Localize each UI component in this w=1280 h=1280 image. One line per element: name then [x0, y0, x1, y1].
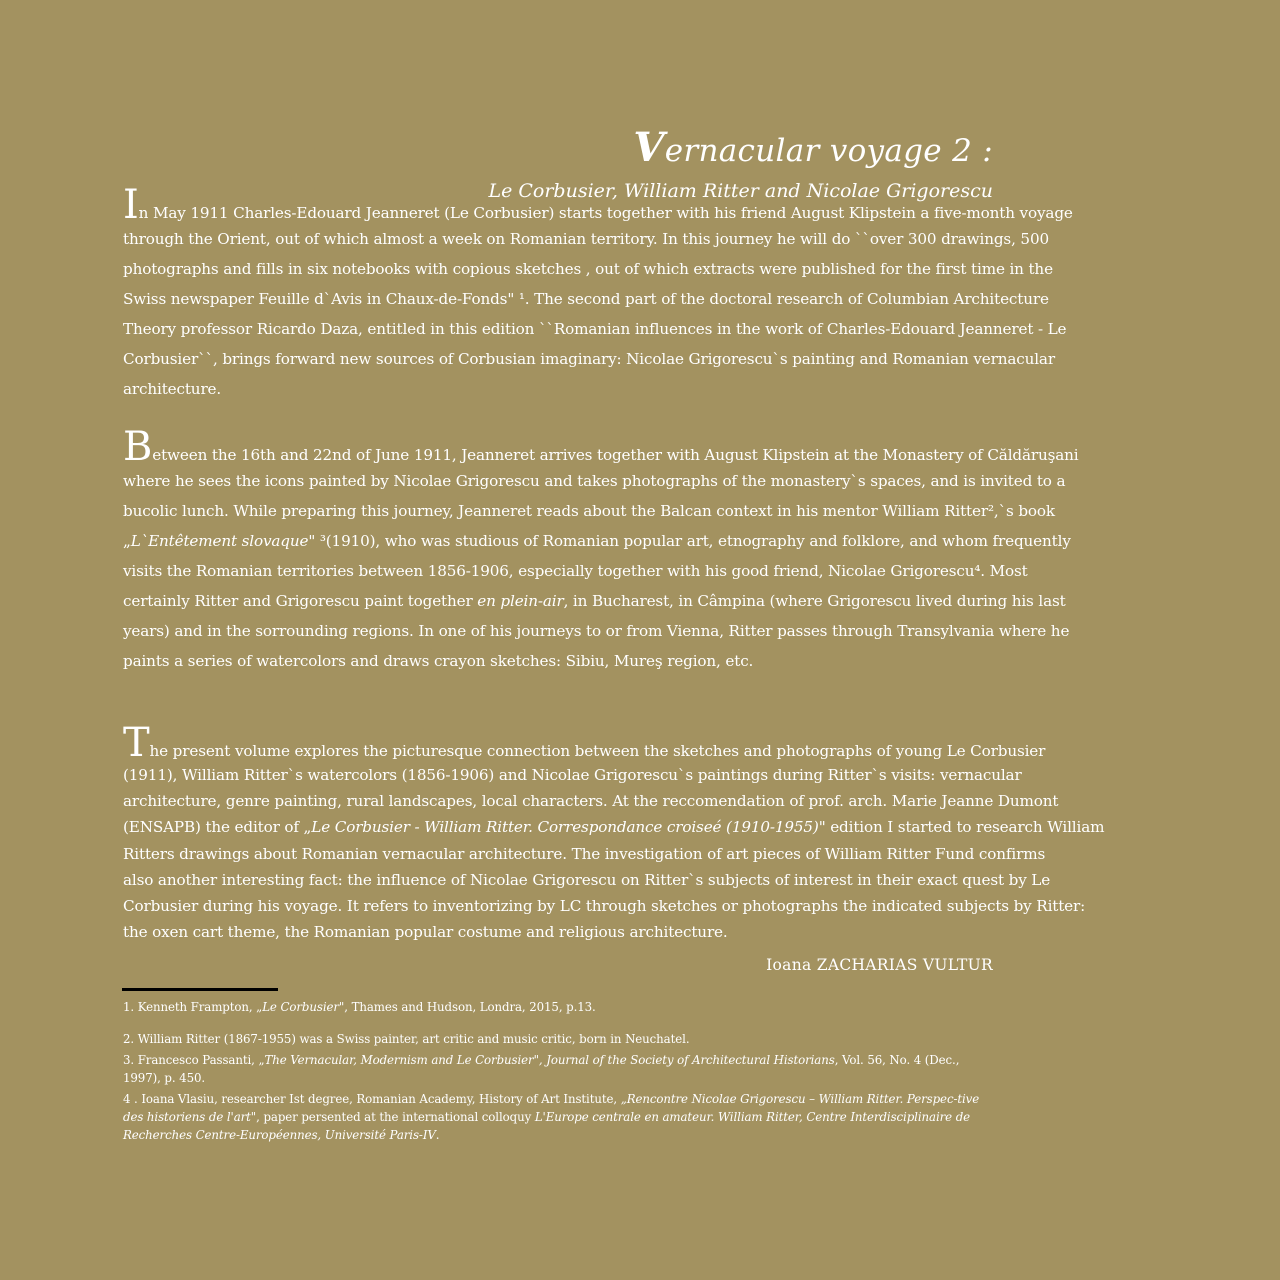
paragraph-line: visits the Romanian territories between 1856-1906, especially together with his good friend, Nicolae Grigorescu⁴. Most	[123, 562, 1028, 580]
paragraph-line: Ritters drawings about Romanian vernacular architecture. The investigation of art pieces of William Ritter Fund confirms	[123, 844, 1046, 863]
paragraph-line: certainly Ritter and Grigorescu paint together en plein-air, in Bucharest, in Câmpina (where Grigorescu lived during his last	[123, 592, 1066, 610]
signature-block	[123, 955, 993, 974]
paragraph-line: architecture, genre painting, rural landscapes, local characters. At the reccomendation of prof. arch. Marie Jeanne Dumont	[123, 792, 1059, 811]
paragraph-line: In May 1911 Charles-Edouard Jeanneret (Le Corbusier) starts together with his friend August Klipstein a five-month voyage	[123, 182, 1073, 228]
italic-phrase: en plein-air	[477, 592, 564, 610]
paragraph-line: where he sees the icons painted by Nicolae Grigorescu and takes photographs of the monastery`s spaces, and is invited to a	[123, 472, 1066, 490]
paragraph-line: Corbusier``, brings forward new sources of Corbusian imaginary: Nicolae Grigorescu`s painting and Romanian vernacular	[123, 350, 1055, 368]
paragraph-line: Corbusier during his voyage. It refers to inventorizing by LC through sketches or photographs the indicated subjects by Ritter:	[123, 896, 1086, 915]
paragraph-line: (ENSAPB) the editor of „Le Corbusier - William Ritter. Correspondance croiseé (1910-1955)" edition I started to research William	[123, 818, 1105, 837]
paragraph-line: Between the 16th and 22nd of June 1911, Jeanneret arrives together with August Klipstein at the Monastery of Căldăruşani	[123, 424, 1079, 470]
paragraph-3	[123, 720, 1105, 945]
footnote-divider	[122, 988, 278, 991]
paragraph-line: The present volume explores the picturesque connection between the sketches and photographs of young Le Corbusier	[123, 720, 1046, 766]
paragraph-line: the oxen cart theme, the Romanian popular costume and religious architecture.	[123, 923, 728, 942]
paragraph-dropcap: B	[123, 424, 153, 470]
page-subtitle: Le Corbusier, William Ritter and Nicolae Grigorescu	[488, 180, 993, 202]
paragraph-line: Theory professor Ricardo Daza, entitled in this edition ``Romanian influences in the work of Charles-Edouard Jeanneret - Le	[123, 320, 1067, 338]
footnote-2: 2. William Ritter (1867-1955) was a Swiss painter, art critic and music critic, born in Neuchatel.	[123, 1032, 690, 1046]
paragraph-line: photographs and fills in six notebooks with copious sketches , out of which extracts were published for the first time in the	[123, 260, 1053, 278]
title-text: ernacular voyage 2 :	[664, 133, 993, 169]
paragraph-1	[123, 182, 1073, 404]
paragraph-line: architecture.	[123, 380, 222, 398]
paragraph-line: paints a series of watercolors and draws crayon sketches: Sibiu, Mureş region, etc.	[123, 652, 754, 670]
paragraph-line: bucolic lunch. While preparing this journey, Jeanneret reads about the Balcan context in his mentor William Ritter²,`s book	[123, 502, 1055, 520]
paragraph-line: also another interesting fact: the influence of Nicolae Grigorescu on Ritter`s subjects of interest in their exact quest by Le	[123, 870, 1051, 889]
paragraph-dropcap: T	[123, 720, 150, 766]
paragraph-2	[123, 424, 1079, 676]
paragraph-line: through the Orient, out of which almost a week on Romanian territory. In this journey he will do ``over 300 drawings, 500	[123, 230, 1049, 248]
title-block	[123, 124, 993, 171]
page-title	[633, 124, 993, 171]
footnote-1: 1. Kenneth Frampton, „Le Corbusier", Thames and Hudson, Londra, 2015, p.13.	[123, 1000, 596, 1014]
paragraph-line: Swiss newspaper Feuille d`Avis in Chaux-de-Fonds" ¹. The second part of the doctoral research of Columbian Architecture	[123, 290, 1049, 308]
paragraph-dropcap: I	[123, 182, 139, 228]
book-title: Le Corbusier - William Ritter. Correspondance croiseé (1910-1955)	[311, 818, 819, 837]
footnotes	[123, 998, 993, 1144]
paragraph-line: (1911), William Ritter`s watercolors (1856-1906) and Nicolae Grigorescu`s paintings during Ritter`s visits: vernacular	[123, 766, 1022, 784]
title-dropcap: V	[633, 124, 665, 171]
paragraph-line: years) and in the sorrounding regions. In one of his journeys to or from Vienna, Ritter passes through Transylvania where he	[123, 622, 1070, 640]
paragraph-line: „L`Entêtement slovaque" ³(1910), who was studious of Romanian popular art, etnography and folklore, and whom frequently	[123, 532, 1071, 550]
author-signature: Ioana ZACHARIAS VULTUR	[766, 956, 993, 974]
footnote-3: 3. Francesco Passanti, „The Vernacular, Modernism and Le Corbusier", Journal of the Society of Architectural Historians, Vol. 56, No. 4 (Dec., 1997), p. 450.	[123, 1053, 960, 1085]
book-title: L`Entêtement slovaque	[130, 532, 309, 550]
footnote-4: 4 . Ioana Vlasiu, researcher Ist degree, Romanian Academy, History of Art Institute, „Rencontre Nicolae Grigorescu – William Ritter. Perspec-tive des historiens de l'art", paper persented at the international colloquy L'Europe centrale en amateur. William Ritter, Centre Interdisciplinaire de Recherches Centre-Européennes, Université Paris-IV.	[123, 1092, 980, 1142]
